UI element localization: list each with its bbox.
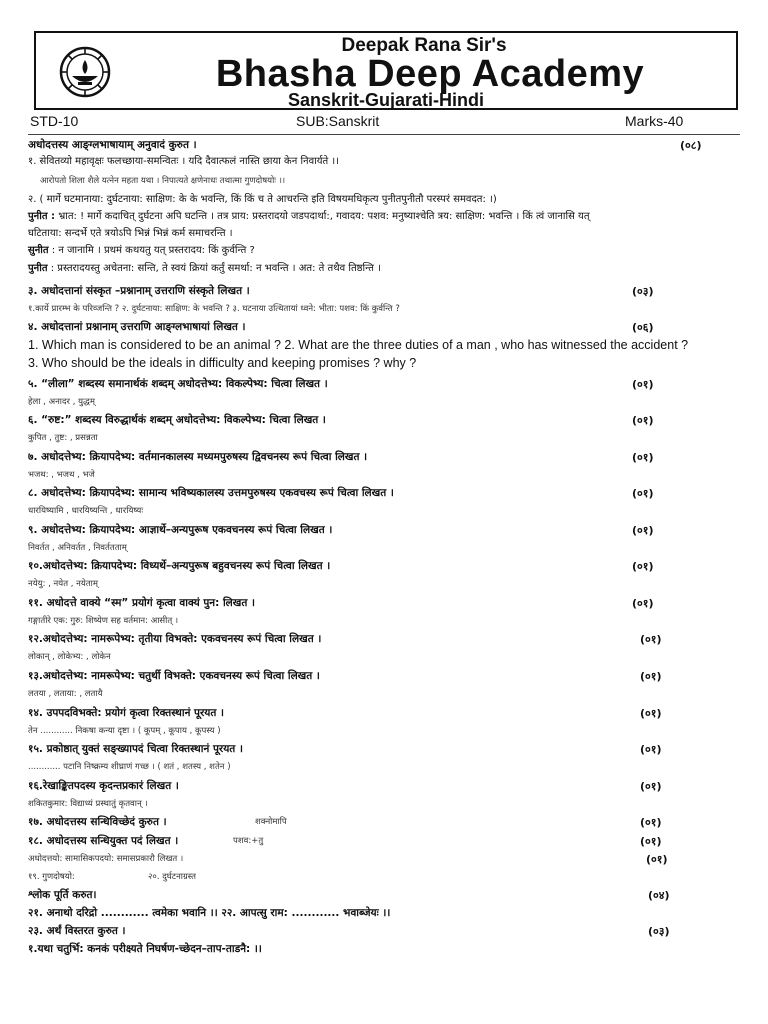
question-12: १२.अधोदत्तेभ्य: नामरूपेभ्य: तृतीया विभक्ते: एकवचनस्य रूपं चित्वा लिखत । (28, 633, 322, 645)
question-7: ७. अधोदत्तेभ्य: क्रियापदेभ्य: वर्तमानकालस्य मध्यमपुरुषस्य द्विवचनस्य रूपं चित्वा लिखत । (28, 451, 368, 463)
question-marks: (०३) (648, 925, 670, 938)
answer-options: भजथ: , भजथ , भजे (28, 470, 95, 480)
question-marks: (०१) (632, 487, 654, 500)
question-11: ११. अधोदत्ते वाक्ये “स्म” प्रयोगं कृत्वा वाक्यं पुन: लिखत । (28, 597, 256, 609)
samasa-word: १९. गुणदोषयो: (28, 872, 75, 882)
question-13: १३.अधोदत्तेभ्य: नामरूपेभ्य: चतुर्थी विभक्ते: एकवचनस्य रूपं चित्वा लिखत । (28, 670, 320, 682)
answer-options: निवर्तत , अनिवर्तत , निवर्ततताम् (28, 543, 127, 553)
marks-label: Marks-40 (625, 113, 684, 129)
dialogue-line (28, 244, 255, 258)
question-18: १८. अधोदत्तस्य सन्धियुक्त पदं लिखत । (28, 835, 179, 847)
question-marks: (०१) (632, 560, 654, 573)
question-8: ८. अधोदत्तेभ्य: क्रियापदेभ्य: सामान्य भविष्यकालस्य उत्तमपुरुषस्य एकवचस्य रूपं चित्वा लिखत । (28, 487, 394, 499)
speaker-label: सुनीत (28, 245, 49, 256)
question-marks: (०६) (632, 321, 654, 334)
speaker-label: पुनीत : (28, 211, 56, 222)
answer-options: लतया , लताया: , लतायै (28, 689, 103, 699)
shloka-line: १.यथा चतुर्भि: कनकं परीक्ष्यते निघर्षण-च्छेदन–ताप-ताडनै: ।। (28, 943, 262, 955)
question-marks: (०१) (640, 633, 662, 646)
question-marks: (०४) (648, 889, 670, 902)
answer-options: लोकान् , लोकेभ्य: , लोकेन (28, 652, 111, 662)
question-marks: (०१) (632, 597, 654, 610)
english-question: 3. Who should be the ideals in difficulty and keeping promises ? why ? (28, 356, 417, 370)
dialogue-text: भ्रात: ! मार्गे कदाचित् दुर्घटना अपि घटन्ति । तत्र प्राय: प्रस्तरादयो जडपदार्था:, गवादय: पशव: मनुष्याश्चेति त्रय: साक्षिण: भवन्ति । किं त्वं जानासि यत् (58, 211, 590, 222)
question-marks: (०१) (640, 816, 662, 829)
question-14: १४. उपपदविभक्ते: प्रयोगं कृत्वा रिक्तस्थानं पूरयत । (28, 707, 225, 719)
header-banner (34, 31, 738, 110)
question-1: अधोदत्तस्य आङ्ग्लभाषायाम् अनुवादं कुरुत । (28, 139, 197, 151)
sandhi-word: पशव:+तु (233, 836, 264, 846)
question-10: १०.अधोदत्तेभ्य: क्रियापदेभ्य: विध्यर्थे–अन्यपुरूष बहुवचनस्य रूपं चित्वा लिखत । (28, 560, 331, 572)
dialogue-line: घटिताया: सन्दर्भे एते त्रयोऽपि भिन्नं भिन्नं कर्म समाचरन्ति । (28, 228, 233, 239)
dialogue-text: : प्रस्तरादयस्तु अचेतना: सन्ति, ते स्वयं क्रियां कर्तुं समर्था: न भवन्ति । अत: ते तथैव तिष्ठन्ति । (50, 263, 381, 274)
answer-options: धारयिष्यामि , धारयिष्यन्ति , धारयिष्यः (28, 506, 144, 516)
teacher-name: Deepak Rana Sir's (341, 35, 507, 56)
dialogue-line (28, 262, 381, 276)
divider (28, 134, 740, 135)
question-marks: (०३) (632, 285, 654, 298)
question-19-20: अधोदत्तयो: सामासिकपदयो: समासप्रकारौ लिखत । (28, 854, 184, 864)
dialogue-text: : न जानामि । प्रथमं कथयतु यत् प्रस्तरादय: किं कुर्वन्ति ? (51, 245, 255, 256)
question-marks: (०१) (640, 707, 662, 720)
shloka-completion: श्लोक पूर्ति करुत। (28, 889, 97, 901)
subject-label: SUB:Sanskrit (296, 113, 380, 129)
question-23: २३. अर्थं विस्तरत कुरुत । (28, 925, 126, 937)
question-marks: (०८) (680, 139, 702, 152)
question-marks: (०१) (632, 451, 654, 464)
shloka-lines: २१. अनाथो दरिद्रो ............ त्वमेका भवानि ।। २२. आपत्सु राम: ............ भवाब्जेयः ।। (28, 907, 391, 919)
fill-blank: ............ पटानि निष्क्रम्य शीघ्राणं गच्छ । ( शतं , शतस्य , शतेन ) (28, 762, 231, 772)
question-marks: (०१) (640, 743, 662, 756)
samasa-word: २०. दुर्घटनाग्रस्त (148, 872, 196, 882)
question-3: ३. अधोदत्तानां संस्कृत –प्रश्नानाम् उत्तराणि संस्कृते लिखत । (28, 285, 250, 297)
question-marks: (०१) (632, 378, 654, 391)
answer-sentence: गङ्गातीरे एक: गुरु: शिष्येण सह वर्तमान: आसीत् । (28, 616, 179, 626)
languages-subtitle: Sanskrit-Gujarati-Hindi (287, 90, 485, 110)
question-4: ४. अधोदत्तानां प्रश्नानाम् उत्तराणि आङ्ग्लभाषायां लिखत । (28, 321, 246, 333)
fill-blank: तेन ............ निकषा कन्या दृष्टा । ( कूपम् , कूपाय , कूपस्य ) (28, 726, 221, 736)
speaker-label: पुनीत (28, 263, 48, 274)
question-6: ६. “रुष्ट:” शब्दस्य विरुद्धार्थकं शब्दम् अधोदत्तेभ्य: विकल्पेभ्य: चित्वा लिखत । (28, 414, 326, 426)
question-marks: (०१) (640, 835, 662, 848)
answer-options: कुपित , तुष्ट: , प्रसन्नता (28, 433, 98, 443)
dialogue-line (28, 210, 590, 224)
sub-questions: १.कार्ये प्रारम्भ के परिव्जन्ति ? २. दुर्घटनाया: साक्षिण: के भवन्ति ? ३. घटनाया उत्थितायां ध्वने: भीता: पशव: किं कुर्वन्ति ? (28, 304, 400, 314)
question-9: ९. अधोदत्तेभ्य: क्रियापदेभ्य: आज्ञार्थे–अन्यपुरूष एकवचनस्य रूपं चित्वा लिखत । (28, 524, 333, 536)
question-16: १६.रेखाङ्कितपदस्य कृदन्तप्रकारं लिखत । (28, 780, 179, 792)
academy-title: Bhasha Deep Academy (215, 53, 645, 95)
verse-line: आरोपतो शिला शैले यत्नेन महता यथा । निपात्यते क्षणेनाधः तथात्मा गुणदोषयोः ।। (40, 176, 286, 186)
question-17: १७. अधोदत्तस्य सन्धिविच्छेदं कुरुत । (28, 816, 167, 828)
question-2: २. ( मार्गे घटमानाया: दुर्घटनाया: साक्षिण: के के भवन्ति, किं किं च ते आचरन्ति इति विषयमधिकृत्य पुनीतपुनीतौ परस्परं समवदत: ।) (28, 194, 497, 205)
answer-options: नयेयु: , नयेत , नयेताम् (28, 579, 98, 589)
question-marks: (०१) (632, 524, 654, 537)
question-marks: (०१) (640, 670, 662, 683)
question-5: ५. “लीला” शब्दस्य समानार्थकं शब्दम् अधोदत्तेभ्य: विकल्पेभ्य: चित्वा लिखत । (28, 378, 328, 390)
answer-options: हेला , अनादर , युद्धम् (28, 397, 95, 407)
answer-sentence: शकितकुमार: विद्याध्यं प्रस्थातुं कृतवान् । (28, 799, 148, 809)
question-15: १५. प्रकोष्ठात् युक्तं सङ्ख्यापदं चित्वा रिक्तस्थानं पूरयत । (28, 743, 243, 755)
std-label: STD-10 (30, 113, 79, 129)
english-question: 1. Which man is considered to be an animal ? 2. What are the three duties of a man , who has witnessed the accident ? (28, 338, 689, 352)
diya-lamp-logo (48, 46, 122, 98)
question-marks: (०१) (632, 414, 654, 427)
sandhi-word: शक्नोमापि (255, 817, 287, 827)
verse-line: १. सेवितव्यो महावृक्षः फलच्छाया-समन्वितः । यदि दैवात्फलं नास्ति छाया केन निवार्यते ।। (28, 156, 340, 167)
question-marks: (०१) (640, 780, 662, 793)
question-marks: (०१) (646, 853, 668, 866)
